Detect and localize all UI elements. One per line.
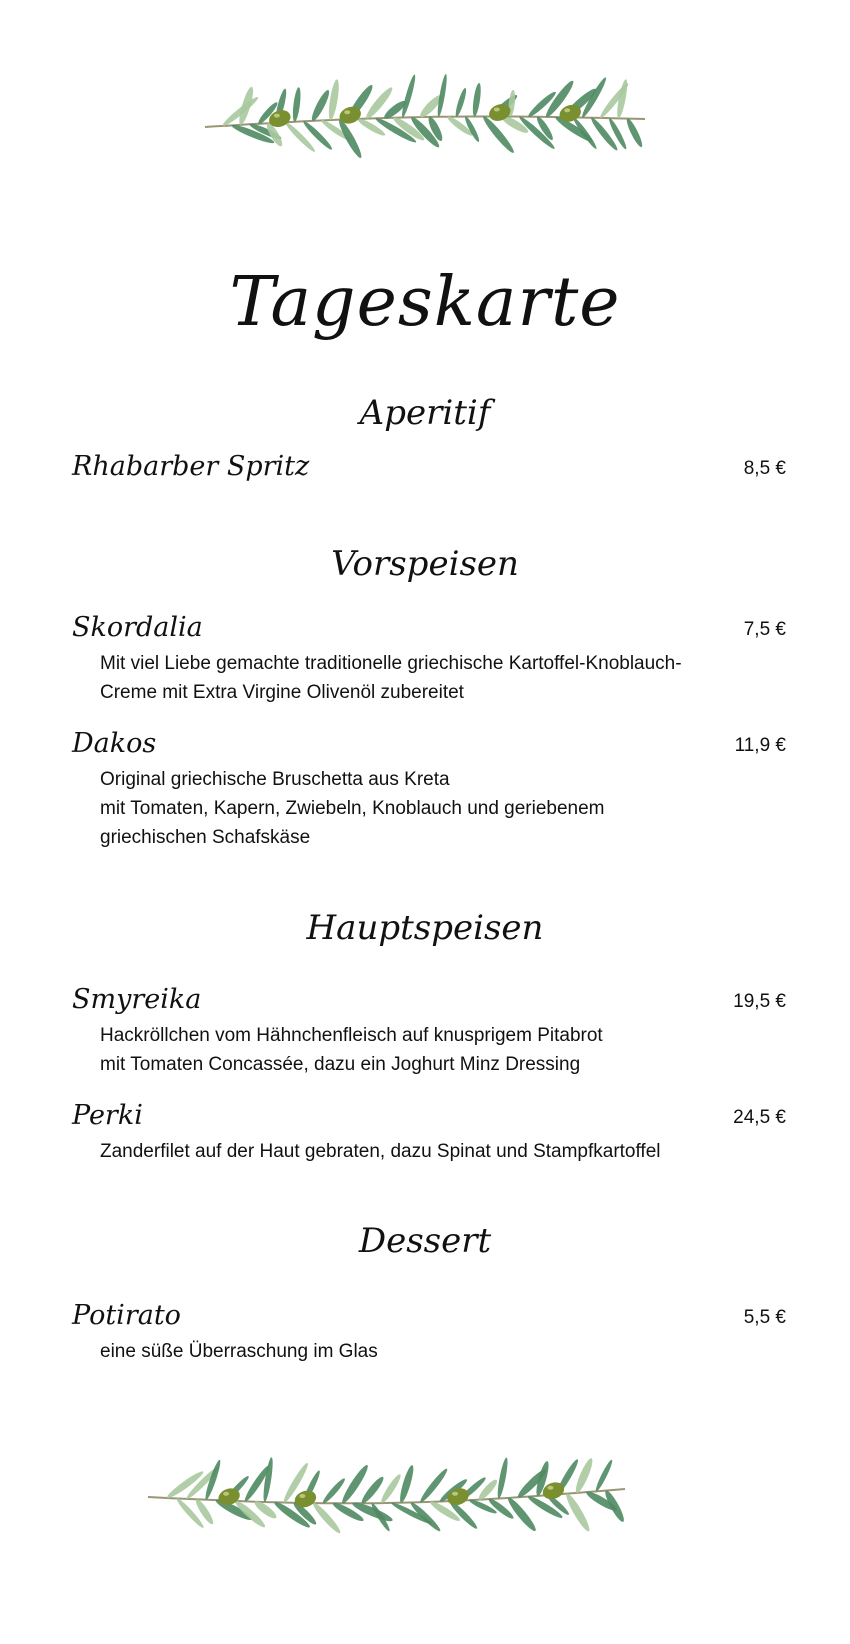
description-line: Original griechische Bruschetta aus Kreta [100,769,450,790]
description-line: Hackröllchen vom Hähnchenfleisch auf knusprigem Pitabrot [100,1025,603,1046]
item-name-skordalia: Skordalia [72,612,203,643]
item-description-potirato [100,1337,740,1366]
section-heading-vorspeisen: Vorspeisen [331,544,519,584]
item-description-smyreika [100,1021,740,1079]
olive-branch-top-icon [0,55,850,185]
item-description-perki [100,1137,740,1166]
item-price-rhabarber-spritz: 8,5 € [743,458,786,479]
item-name-smyreika: Smyreika [72,984,202,1015]
item-description-dakos [100,765,740,852]
description-line: Zanderfilet auf der Haut gebraten, dazu Spinat und Stampfkartoffel [100,1141,661,1162]
item-price-smyreika: 19,5 € [733,991,786,1012]
menu-title: Tageskarte [229,263,621,342]
description-line: griechischen Schafskäse [100,827,311,848]
item-description-skordalia [100,649,740,707]
section-heading-hauptspeisen: Hauptspeisen [306,908,544,948]
description-line: mit Tomaten Concassée, dazu ein Joghurt Minz Dressing [100,1054,581,1075]
description-line: Mit viel Liebe gemachte traditionelle griechische Kartoffel-Knoblauch- [100,653,682,674]
olive-branch-bottom-icon [0,1435,850,1575]
description-line: Creme mit Extra Virgine Olivenöl zubereitet [100,682,464,703]
item-price-potirato: 5,5 € [743,1307,786,1328]
item-name-rhabarber-spritz: Rhabarber Spritz [72,451,310,482]
item-price-dakos: 11,9 € [734,735,786,756]
description-line: eine süße Überraschung im Glas [100,1341,378,1362]
item-name-perki: Perki [72,1100,143,1131]
item-price-perki: 24,5 € [733,1107,786,1128]
item-name-dakos: Dakos [72,728,157,759]
section-heading-aperitif: Aperitif [359,393,491,433]
description-line: mit Tomaten, Kapern, Zwiebeln, Knoblauch und geriebenem [100,798,605,819]
item-name-potirato: Potirato [72,1300,181,1331]
section-heading-dessert: Dessert [358,1221,492,1261]
item-price-skordalia: 7,5 € [743,619,786,640]
